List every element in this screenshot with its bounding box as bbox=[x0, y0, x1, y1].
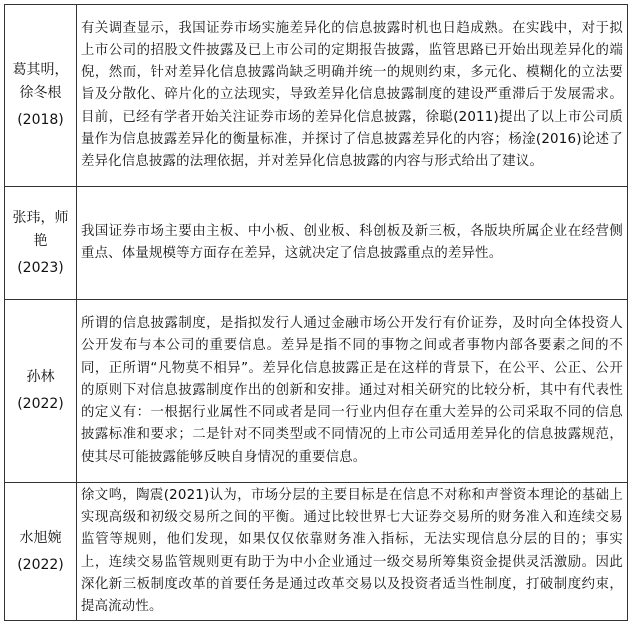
author-year: (2023) bbox=[17, 259, 64, 276]
content-cell: 有关调查显示，我国证券市场实施差异化的信息披露时机也日趋成熟。在实践中，对于拟上市公司的招股文件披露及已上市公司的定期报告披露，监管思路已开始出现差异化的端倪，然而，针对差异化信息披露尚缺乏明确并统一的规则约束，多元化、模糊化的立法要旨及分散化、碎片化的立法现实，导致差异化信息披露制度的建设严重滞后于发展需求。目前，已经有学者开始关注证券市场的差异化信息披露，徐聪(2011)提出了以上市公司质量作为信息披露差异化的衡量标准，并探讨了信息披露差异化的内容；杨淦(2016)论述了差异化信息披露的法理依据，并对差异化信息披露的内容与形式给出了建议。 bbox=[77, 5, 628, 187]
literature-review-table bbox=[4, 4, 628, 621]
author-name: 水旭婉 bbox=[19, 529, 62, 546]
table-row bbox=[5, 483, 628, 621]
table-row bbox=[5, 5, 628, 187]
content-cell: 我国证券市场主要由主板、中小板、创业板、科创板及新三板，各版块所属企业在经营侧重点、体量规模等方面存在差异，这就决定了信息披露重点的差异性。 bbox=[77, 187, 628, 300]
author-cell bbox=[5, 483, 77, 621]
author-year: (2022) bbox=[17, 396, 64, 412]
author-cell bbox=[5, 187, 77, 300]
table-row bbox=[5, 187, 628, 300]
author-year: (2018) bbox=[17, 112, 64, 128]
author-name: 葛其明，徐冬根 bbox=[12, 62, 69, 101]
author-cell bbox=[5, 5, 77, 187]
content-cell: 所谓的信息披露制度，是指拟发行人通过金融市场公开发行有价证券，及时向全体投资人公开发布与本公司的重要信息。差异是指不同的事物之间或者事物内部各要素之间的不同，正所谓“凡物莫不相异”。差异化信息披露正是在这样的背景下，在公平、公正、公开的原则下对信息披露制度作出的创新和安排。通过对相关研究的比较分析，其中有代表性的定义有：一根据行业属性不同或者是同一行业内但存在重大差异的公司采取不同的信息披露标准和要求；二是针对不同类型或不同情况的上市公司适用差异化的信息披露规范，使其尽可能披露能够反映自身情况的重要信息。 bbox=[77, 300, 628, 483]
author-name: 张玮，师艳 bbox=[12, 209, 69, 249]
table-row bbox=[5, 300, 628, 483]
author-year: (2022) bbox=[17, 556, 64, 573]
author-name: 孙林 bbox=[26, 369, 55, 385]
author-cell bbox=[5, 300, 77, 483]
content-cell: 徐文鸣，陶震(2021)认为，市场分层的主要目标是在信息不对称和声誉资本理论的基础上实现高级和初级交易所之间的平衡。通过比较世界七大证券交易所的财务准入和连续交易监管等规则，他们发现，如果仅仅依靠财务准入指标，无法实现信息分层的目的；事实上，连续交易监管规则更有助于为中小企业通过一级交易所筹集资金提供灵活激励。因此深化新三板制度改革的首要任务是通过改革交易以及投资者适当性制度，打破制度约束，提高流动性。 bbox=[77, 483, 628, 621]
